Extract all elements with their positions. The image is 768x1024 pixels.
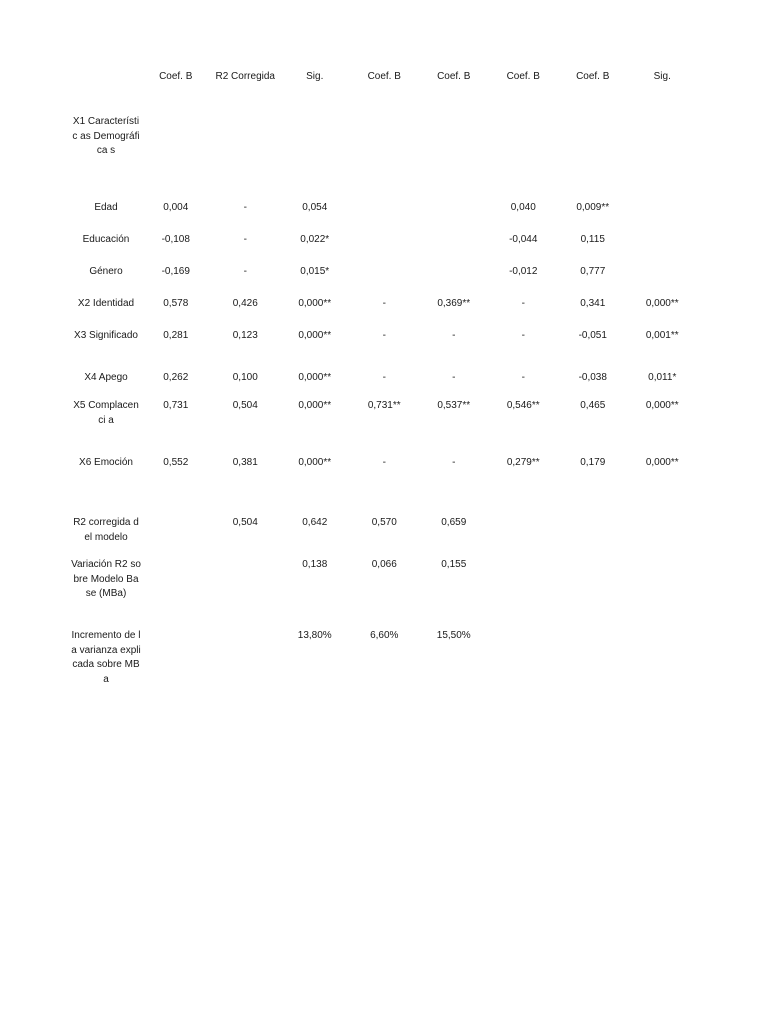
row-label: X4 Apego bbox=[84, 372, 128, 383]
table-cell: - bbox=[382, 457, 386, 468]
table-cell: 0,022* bbox=[300, 234, 330, 245]
table-cell: - bbox=[521, 372, 525, 383]
table-cell: 0,281 bbox=[163, 330, 189, 341]
table-row bbox=[71, 329, 697, 371]
table-cell bbox=[628, 629, 698, 709]
table-cell: 0,066 bbox=[371, 559, 397, 570]
table-cell: 0,731 bbox=[163, 400, 189, 411]
regression-results-table bbox=[71, 70, 697, 709]
row-label: X5 Complacenci a bbox=[73, 400, 139, 426]
row-label: Edad bbox=[94, 202, 118, 213]
table-cell bbox=[419, 265, 489, 297]
header-cell: R2 Corregida bbox=[215, 71, 275, 82]
table-cell: - bbox=[243, 234, 247, 245]
table-cell: 0,659 bbox=[441, 517, 467, 528]
table-row bbox=[71, 115, 697, 201]
table-cell: 0,001** bbox=[645, 330, 679, 341]
table-cell: 0,000** bbox=[298, 400, 332, 411]
table-cell: 0,000** bbox=[298, 372, 332, 383]
table-cell: 0,009** bbox=[576, 202, 610, 213]
table-cell: - bbox=[382, 330, 386, 341]
table-cell: -0,044 bbox=[509, 234, 538, 245]
table-cell bbox=[628, 558, 698, 629]
table-cell: 0,115 bbox=[580, 234, 605, 245]
table-cell: -0,051 bbox=[578, 330, 607, 341]
table-cell: - bbox=[521, 330, 525, 341]
table-cell bbox=[141, 115, 211, 201]
table-cell: 0,504 bbox=[232, 517, 258, 528]
table-cell bbox=[419, 233, 489, 265]
header-cell: Coef. B bbox=[506, 71, 540, 82]
table-cell bbox=[558, 558, 628, 629]
table-cell bbox=[211, 558, 281, 629]
table-cell: 0,552 bbox=[163, 457, 189, 468]
table-cell: 0,000** bbox=[645, 298, 679, 309]
table-cell: 0,011* bbox=[648, 372, 677, 383]
row-label: Educación bbox=[82, 234, 130, 245]
table-cell bbox=[350, 201, 420, 233]
table-row bbox=[71, 265, 697, 297]
table-cell bbox=[419, 201, 489, 233]
table-cell bbox=[350, 265, 420, 297]
table-cell: 0,381 bbox=[232, 457, 258, 468]
table-cell: 0,100 bbox=[232, 372, 258, 383]
table-row bbox=[71, 233, 697, 265]
table-row bbox=[71, 201, 697, 233]
table-cell: 0,426 bbox=[232, 298, 258, 309]
table-cell: -0,012 bbox=[509, 266, 538, 277]
table-cell: 0,465 bbox=[580, 400, 606, 411]
table-cell: - bbox=[382, 298, 386, 309]
table-cell: 0,000** bbox=[645, 457, 679, 468]
table-cell bbox=[628, 516, 698, 558]
table-cell: -0,038 bbox=[578, 372, 607, 383]
table-cell: - bbox=[452, 457, 456, 468]
table-row bbox=[71, 371, 697, 399]
table-cell: - bbox=[243, 266, 247, 277]
table-cell: - bbox=[521, 298, 525, 309]
table-cell bbox=[141, 558, 211, 629]
table-cell: - bbox=[382, 372, 386, 383]
table-cell: 0,504 bbox=[232, 400, 258, 411]
table-cell bbox=[419, 115, 489, 201]
table-cell: -0,108 bbox=[161, 234, 190, 245]
table-cell: 0,578 bbox=[163, 298, 189, 309]
table-cell bbox=[628, 265, 698, 297]
table-cell bbox=[350, 115, 420, 201]
row-label: X3 Significado bbox=[74, 330, 138, 341]
table-row bbox=[71, 399, 697, 456]
table-cell: 0,000** bbox=[298, 457, 332, 468]
table-cell: 0,155 bbox=[441, 559, 467, 570]
table-cell: 0,642 bbox=[302, 517, 328, 528]
table-cell: 6,60% bbox=[370, 630, 399, 641]
table-cell: 0,341 bbox=[580, 298, 606, 309]
table-cell bbox=[628, 233, 698, 265]
table-cell: 0,015* bbox=[300, 266, 330, 277]
table-cell bbox=[280, 115, 350, 201]
table-cell: 0,179 bbox=[580, 457, 606, 468]
table-cell: 0,123 bbox=[232, 330, 258, 341]
table-cell: 0,040 bbox=[510, 202, 536, 213]
table-cell: 0,262 bbox=[163, 372, 189, 383]
table-cell: - bbox=[452, 372, 456, 383]
table-cell: 13,80% bbox=[297, 630, 332, 641]
row-label: X6 Emoción bbox=[79, 457, 133, 468]
header-cell bbox=[71, 70, 141, 115]
table-cell: 0,279** bbox=[506, 457, 540, 468]
table-row bbox=[71, 297, 697, 329]
table-cell bbox=[558, 516, 628, 558]
table-row bbox=[71, 516, 697, 558]
table-cell bbox=[628, 201, 698, 233]
table-cell bbox=[141, 629, 211, 709]
table-cell bbox=[489, 115, 559, 201]
table-cell bbox=[211, 629, 281, 709]
header-cell: Coef. B bbox=[437, 71, 471, 82]
header-cell: Coef. B bbox=[367, 71, 401, 82]
table-cell bbox=[628, 115, 698, 201]
row-label: X2 Identidad bbox=[77, 298, 135, 309]
table-cell: 0,000** bbox=[298, 330, 332, 341]
header-cell: Sig. bbox=[653, 71, 671, 82]
table-cell: 0,777 bbox=[580, 266, 606, 277]
table-cell: - bbox=[452, 330, 456, 341]
table-cell: - bbox=[243, 202, 247, 213]
row-label: Género bbox=[89, 266, 123, 277]
table-cell: 15,50% bbox=[436, 630, 471, 641]
header-cell: Sig. bbox=[306, 71, 324, 82]
table-cell bbox=[558, 629, 628, 709]
table-cell: 0,138 bbox=[302, 559, 328, 570]
table-cell bbox=[489, 516, 559, 558]
table-cell: 0,537** bbox=[437, 400, 471, 411]
table-row bbox=[71, 558, 697, 629]
table-cell bbox=[141, 516, 211, 558]
row-label: Variación R2 sobre Modelo Base (MBa) bbox=[71, 559, 141, 599]
row-label: R2 corregida del modelo bbox=[73, 517, 139, 543]
table-cell bbox=[558, 115, 628, 201]
table-row bbox=[71, 629, 697, 709]
table-cell: 0,570 bbox=[371, 517, 397, 528]
row-label: Incremento de la varianza explicada sobre MBa bbox=[71, 630, 141, 685]
row-label: X1 Característic as Demográfica s bbox=[72, 116, 140, 156]
table-cell: 0,000** bbox=[645, 400, 679, 411]
table-cell: 0,546** bbox=[506, 400, 540, 411]
table-cell: 0,369** bbox=[437, 298, 471, 309]
table-row bbox=[71, 456, 697, 514]
table-cell: 0,004 bbox=[163, 202, 189, 213]
table-header-row bbox=[71, 70, 697, 115]
table-cell bbox=[350, 233, 420, 265]
header-cell: Coef. B bbox=[159, 71, 193, 82]
table-cell: 0,731** bbox=[367, 400, 401, 411]
table-cell: 0,000** bbox=[298, 298, 332, 309]
header-cell: Coef. B bbox=[576, 71, 610, 82]
table-cell bbox=[211, 115, 281, 201]
table-cell: -0,169 bbox=[161, 266, 190, 277]
table-cell: 0,054 bbox=[302, 202, 328, 213]
table-cell bbox=[489, 629, 559, 709]
table-cell bbox=[489, 558, 559, 629]
